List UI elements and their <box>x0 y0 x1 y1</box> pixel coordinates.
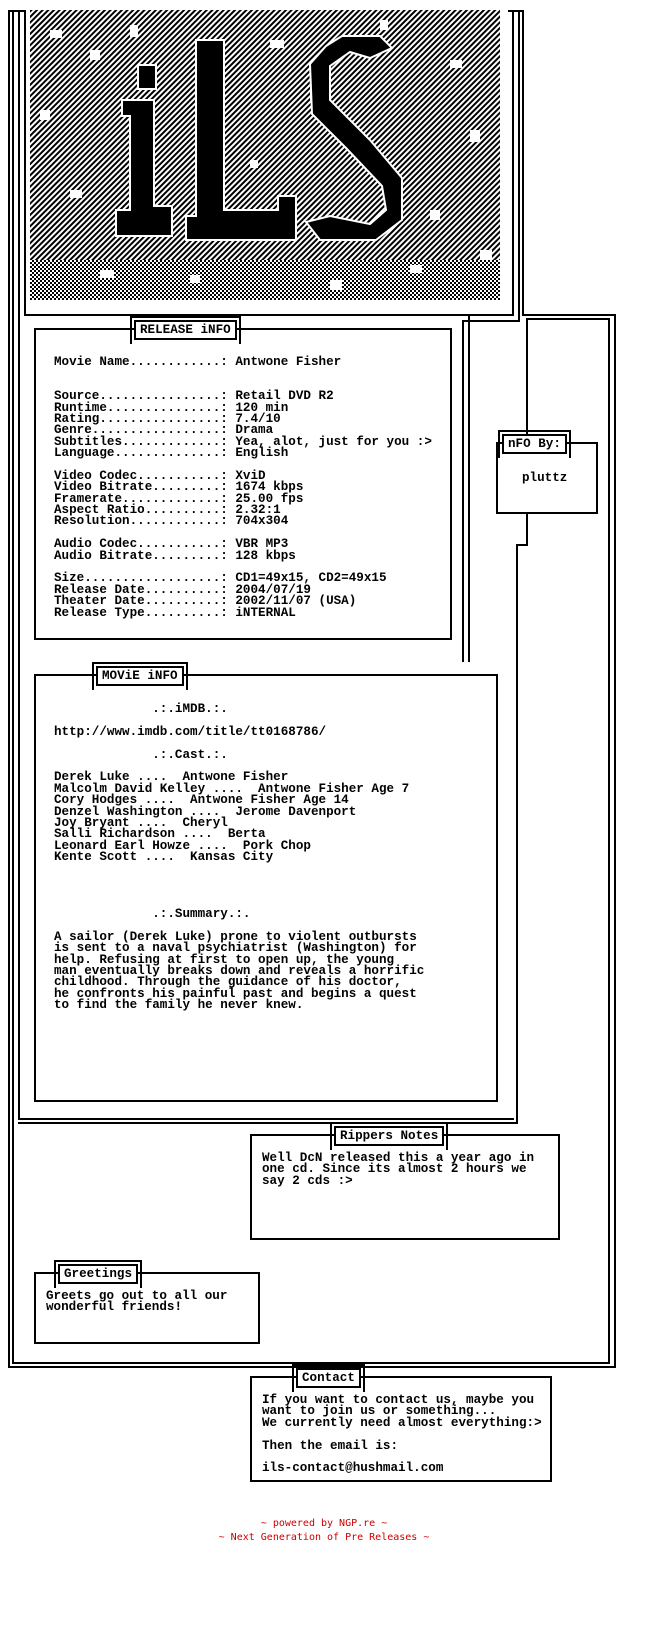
frame-line <box>18 10 20 1120</box>
release-info-text <box>54 356 432 618</box>
movie-info-line: Kente Scott .... Kansas City <box>54 850 274 865</box>
movie-info-line: man eventually breaks down and reveals a horrific <box>54 963 425 978</box>
contact-line: want to join us or something... <box>262 1404 497 1419</box>
movie-info-text <box>54 703 424 1011</box>
release-info-line: Language..............: English <box>54 446 289 461</box>
rippers-notes-line: one cd. Since its almost 2 hours we <box>262 1162 527 1177</box>
movie-info-line: .:.iMDB.:. <box>54 702 228 716</box>
movie-info-line: A sailor (Derek Luke) prone to violent outbursts <box>54 929 417 944</box>
release-info-line: Runtime...............: 120 min <box>54 400 289 415</box>
greetings-line: Greets go out to all our <box>46 1289 228 1303</box>
rippers-notes-title: Rippers Notes <box>334 1126 444 1146</box>
movie-info-line: Salli Richardson .... Berta <box>54 827 266 842</box>
release-info-line: Aspect Ratio..........: 2.32:1 <box>54 503 281 518</box>
movie-info-line: to find the family he never knew. <box>54 998 304 1013</box>
footer-tagline: ~ Next Generation of Pre Releases ~ <box>218 1532 430 1543</box>
frame-line <box>518 10 520 322</box>
release-info-line: Video Codec...........: XviD <box>54 468 266 483</box>
release-info-line: Release Type..........: iNTERNAL <box>54 605 296 620</box>
rippers-notes-text <box>262 1152 534 1186</box>
frame-line <box>516 544 518 1124</box>
greetings-title: Greetings <box>58 1264 138 1284</box>
movie-info-line: http://www.imdb.com/title/tt0168786/ <box>54 724 327 739</box>
contact-text <box>262 1394 542 1474</box>
logo-svg <box>30 10 500 300</box>
movie-info-line: Derek Luke .... Antwone Fisher <box>54 770 289 785</box>
frame-line <box>522 314 616 316</box>
release-info-line: Genre.................: Drama <box>54 423 274 438</box>
movie-info-line <box>54 737 424 748</box>
release-info-line: Movie Name............: Antwone Fisher <box>54 355 342 369</box>
frame-line <box>608 318 610 1362</box>
release-info-line: Video Bitrate.........: 1674 kbps <box>54 480 304 495</box>
frame-line <box>508 10 524 12</box>
release-info-line: Size..................: CD1=49x15, CD2=49x15 <box>54 571 387 586</box>
movie-info-line: Leonard Earl Howze .... Pork Chop <box>54 838 311 853</box>
frame-line <box>512 10 514 316</box>
release-info-line: Source................: Retail DVD R2 <box>54 389 334 404</box>
release-info-line: Framerate.............: 25.00 fps <box>54 491 304 506</box>
movie-info-line: Denzel Washington .... Jerome Davenport <box>54 804 357 819</box>
rippers-notes-line: Well DcN released this a year ago in <box>262 1151 535 1165</box>
movie-info-line: Cory Hodges .... Antwone Fisher Age 14 <box>54 793 349 808</box>
release-info-line: Audio Codec...........: VBR MP3 <box>54 537 289 552</box>
contact-line <box>262 1428 542 1439</box>
movie-info-line: childhood. Through the guidance of his doctor, <box>54 975 402 990</box>
movie-info-line <box>54 874 424 885</box>
nfo-by-name: pluttz <box>522 471 568 485</box>
movie-info-line: .:.Cast.:. <box>54 747 228 762</box>
frame-line <box>468 314 470 662</box>
frame-line <box>614 314 616 1366</box>
rippers-notes-line: say 2 cds :> <box>262 1173 353 1188</box>
movie-info-line <box>54 885 424 896</box>
movie-info-line: is sent to a naval psychiatrist (Washington) for <box>54 941 417 956</box>
release-info-title: RELEASE iNFO <box>134 320 237 340</box>
frame-line <box>8 10 24 12</box>
movie-info-line: .:.Summary.:. <box>54 907 251 922</box>
frame-line <box>18 1122 518 1124</box>
movie-info-title: MOViE iNFO <box>96 666 184 686</box>
contact-title: Contact <box>296 1368 361 1388</box>
release-info-line: Rating................: 7.4/10 <box>54 411 281 426</box>
movie-info-line: help. Refusing at first to open up, the young <box>54 952 395 967</box>
frame-line <box>18 1118 514 1120</box>
footer-powered-by[interactable]: ~ powered by NGP.re ~ <box>260 1518 388 1529</box>
frame-line <box>24 314 512 316</box>
release-info-line: Audio Bitrate.........: 128 kbps <box>54 548 296 563</box>
greetings-text <box>46 1290 227 1313</box>
frame-line <box>526 318 610 320</box>
contact-line: If you want to contact us, maybe you <box>262 1393 535 1407</box>
frame-line <box>8 10 10 1368</box>
frame-line <box>12 1362 610 1364</box>
movie-info-line: he confronts his painful past and begins a quest <box>54 986 417 1001</box>
frame-line <box>462 320 464 662</box>
nfo-by-title: nFO By: <box>502 434 567 454</box>
movie-info-line: Malcolm David Kelley .... Antwone Fisher Age 7 <box>54 781 410 796</box>
frame-line <box>12 10 14 1364</box>
greetings-line: wonderful friends! <box>46 1300 183 1315</box>
contact-line: We currently need almost everything:> <box>262 1415 542 1430</box>
release-info-line: Resolution............: 704x304 <box>54 514 289 529</box>
movie-info-line <box>54 862 424 873</box>
movie-info-line: Joy Bryant .... Cheryl <box>54 815 228 830</box>
release-info-line: Release Date..........: 2004/07/19 <box>54 582 311 597</box>
release-info-line: Theater Date..........: 2002/11/07 (USA) <box>54 594 357 609</box>
frame-line <box>462 320 520 322</box>
logo-art <box>30 10 500 300</box>
contact-line: ils-contact@hushmail.com <box>262 1461 444 1476</box>
frame-line <box>24 10 26 316</box>
frame-line <box>522 10 524 316</box>
release-info-line <box>54 367 432 378</box>
contact-line: Then the email is: <box>262 1438 399 1453</box>
release-info-line: Subtitles.............: Yea, alot, just for you :> <box>54 434 432 449</box>
